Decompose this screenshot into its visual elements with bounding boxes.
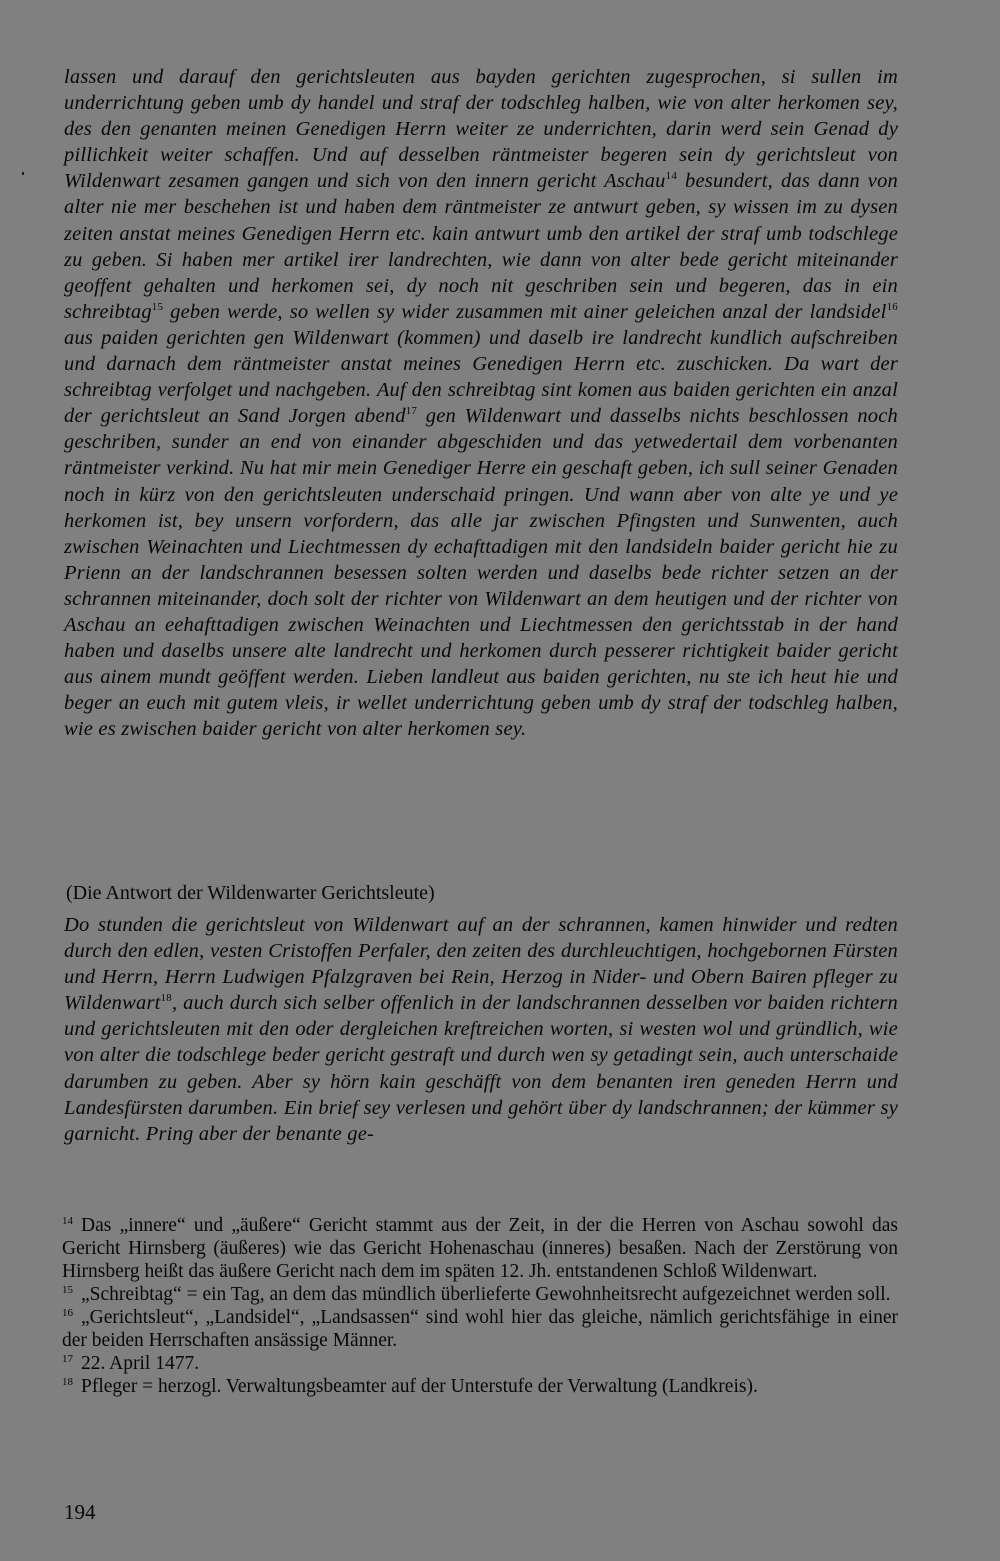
footnote-text: 22. April 1477.: [81, 1353, 200, 1374]
footnote-number: 18: [62, 1375, 73, 1388]
footnote-text: Das „innere“ und „äußere“ Gericht stammt aus der Zeit, in der die Herren von Aschau sowohl das Gericht Hirnsberg (äußeres) wie das Gericht Hohenaschau (inneres) besaßen. Nach der Zerstörung von Hirnsberg heißt das äußere Gericht nach dem im späten 12. Jh. entstandenen Schloß Wildenwart.: [62, 1215, 898, 1282]
response-text: [64, 912, 898, 1147]
main-text-part-2: besundert, das dann von alter nie mer beschehen ist und haben dem räntmeister ze antwurt geben, sy wissen im zu dysen zeiten anstat meines Genedigen Herrn etc. kain antwurt umb den artikel der straf umb todschlege zu geben. Si haben mer artikel irer landrechten, wie dann von alter bede gericht miteinander geoffent gehalten und herkomen sei, dy noch nit geschriben sein und begeren, das in ein schreibtag: [64, 170, 898, 323]
footnotes: [62, 1214, 898, 1398]
footnote-ref-15: 15: [151, 301, 164, 314]
response-text-part-2: , auch durch sich selber offenlich in der landschrannen desselben vor baiden richtern und gerichtsleuten mit den oder dergleichen kreftreichen worten, si westen wol und gründlich, wie von alter die todschlege beder gericht gestraft und durch wen sy getadingt sein, auch unterschaide darumben zu geben. Aber sy hörn kain geschäfft von dem benanten iren geneden Herrn und Landesfürsten darumben. Ein brief sey verlesen und gehört über dy landschrannen; der kümmer sy garnicht. Pring aber der benante ge-: [64, 992, 898, 1145]
footnote-number: 16: [62, 1306, 73, 1319]
main-text-part-3: geben werde, so wellen sy wider zusammen mit ainer geleichen anzal der landsidel: [163, 300, 887, 323]
response-text-part-1: Do stunden die gerichtsleut von Wildenwart auf an der schrannen, kamen hinwider und redten durch den edlen, vesten Cristoffen Perfaler, den zeiten des durchleuchtigen, hochgebornen Fürsten und Herrn, Herrn Ludwigen Pfalzgraven bei Rein, Herzog in Nider- und Obern Bairen pfleger zu Wildenwart: [64, 914, 898, 1015]
scan-speck: [22, 172, 24, 175]
footnote-text: „Schreibtag“ = ein Tag, an dem das mündlich überlieferte Gewohnheitsrecht aufgezeichnet werden soll.: [81, 1284, 891, 1305]
footnote-ref-17: 17: [405, 405, 418, 418]
footnote-16: [62, 1306, 898, 1352]
footnote-14: [62, 1214, 898, 1283]
main-text: [64, 64, 898, 742]
footnote-number: 14: [62, 1214, 73, 1227]
footnote-ref-18: 18: [160, 992, 172, 1005]
footnote-ref-16: 16: [886, 301, 898, 314]
section-heading: (Die Antwort der Wildenwarter Gerichtsleute): [66, 882, 435, 904]
page-number: 194: [64, 1500, 96, 1524]
main-text-part-5: gen Wildenwart und dasselbs nichts beschlossen noch geschriben, sunder an end von einander abgeschiden und das yetwedertail dem vorbenanten räntmeister verkind. Nu hat mir mein Genediger Herre ein geschaft geben, ich sull seiner Genaden noch in kürz von den gerichtsleuten underschaid pringen. Und wann aber von alte ye und ye herkomen ist, bey unsern vorfordern, das alle jar zwischen Pfingsten und Sunwenten, auch zwischen Weinachten und Liechtmessen dy echafttadigen mit den landsideln baider gericht hie zu Prienn an der landschrannen besessen solten werden und daselbs bede richter setzen an der schrannen miteinander, doch solt der richter von Wildenwart an dem heutigen und der richter von Aschau an eehafttadigen zwischen Weinachten und Liechtmessen den gerichtsstab in der hand haben und daselbs unsere alte landrecht und herkomen durch pesserer richtigkeit baider gericht aus ainem mundt geöffent werden. Lieben landleut aus baiden gerichten, nu ste ich heut hie und beger an euch mit gutem vleis, ir wellet underrichtung geben umb dy straf der todschleg halben, wie es zwischen baider gericht von alter herkomen sey.: [64, 405, 898, 741]
footnote-number: 15: [62, 1283, 73, 1296]
footnote-18: [62, 1375, 898, 1398]
footnote-17: [62, 1352, 898, 1375]
main-text-part-4: aus paiden gerichten gen Wildenwart (kommen) und daselb ire landrecht kundlich aufschreiben und darnach dem räntmeister anstat meines Genedigen Herrn etc. zuschicken. Da wart der schreibtag verfolget und nachgeben. Auf den schreibtag sint komen aus baiden gerichten ein anzal der gerichtsleut an Sand Jorgen abend: [64, 326, 898, 428]
main-text-part-1: lassen und darauf den gerichtsleuten aus bayden gerichten zugesprochen, si sullen im underrichtung geben umb dy handel und straf der todschleg halben, wie von alter herkomen sey, des den genanten meinen Genedigen Herrn weiter ze underrichten, darin werd sein Genad dy pillichkeit weiter schaffen. Und auf desselben räntmeister begeren sein dy gerichtsleut von Wildenwart zesamen gangen und sich von den innern gericht Aschau: [64, 66, 898, 193]
footnote-text: Pfleger = herzogl. Verwaltungsbeamter auf der Unterstufe der Verwaltung (Landkreis).: [81, 1376, 758, 1397]
footnote-number: 17: [62, 1352, 73, 1365]
footnote-ref-14: 14: [665, 170, 678, 183]
footnote-15: [62, 1283, 898, 1306]
footnote-text: „Gerichtsleut“, „Landsidel“, „Landsassen“ sind wohl hier das gleiche, nämlich gerichtsfähige in einer der beiden Herrschaften ansässige Männer.: [62, 1307, 898, 1351]
